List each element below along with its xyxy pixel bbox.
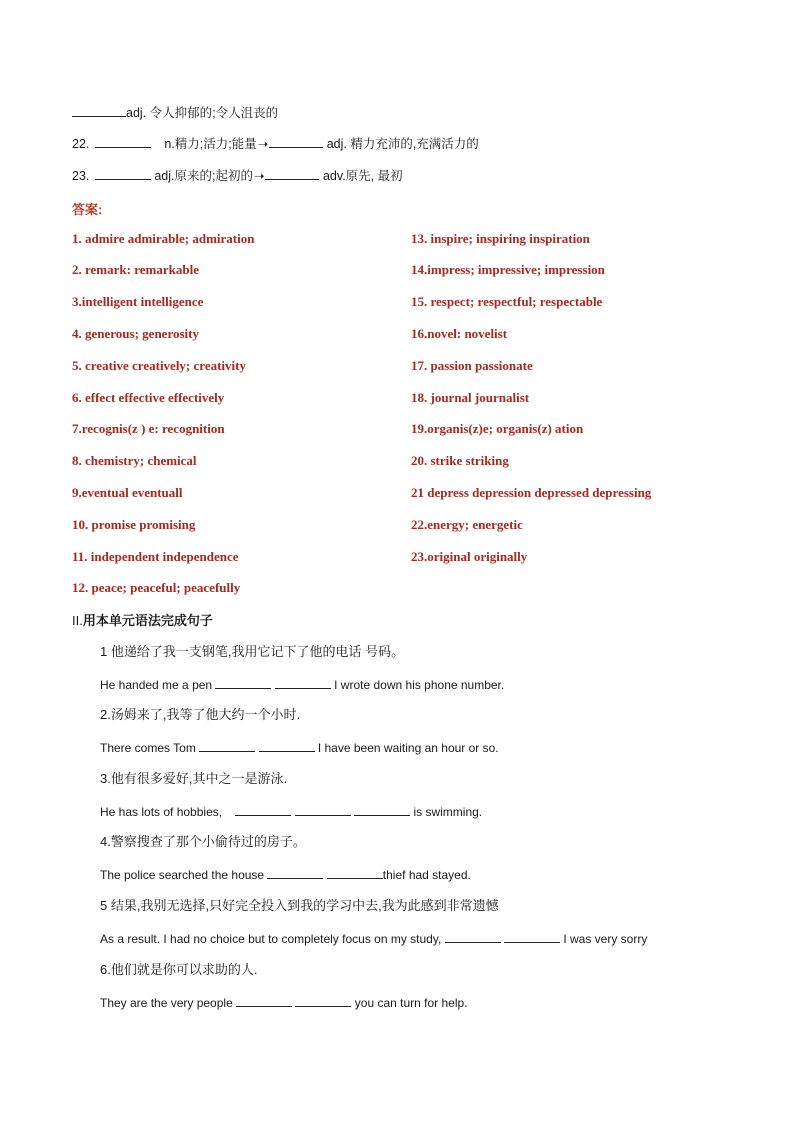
answer-item: 20. strike striking <box>411 453 509 468</box>
vocab-line-23 <box>72 167 403 184</box>
answers-title: 答案: <box>72 202 103 217</box>
answer-item: 19.organis(z)e; organis(z) ation <box>411 421 584 436</box>
answer-blank[interactable] <box>327 866 383 879</box>
sentence-end: you can turn for help. <box>354 996 468 1010</box>
answer-blank[interactable] <box>72 104 126 117</box>
sentence-start: He has lots of hobbies, <box>100 805 223 819</box>
question-english <box>100 994 468 1011</box>
vocab-line-22-mid: n.精力;活力;能量 <box>164 137 257 151</box>
answer-item: 9.eventual eventuall <box>72 485 183 500</box>
vocab-line-21 <box>72 104 278 121</box>
answer-blank[interactable] <box>267 866 323 879</box>
section-title <box>72 610 213 629</box>
sentence-start: There comes Tom <box>100 741 196 755</box>
vocab-line-21-suffix: adj. 令人抑郁的;令人沮丧的 <box>126 106 279 120</box>
answer-blank[interactable] <box>354 803 410 816</box>
question-chinese: 1 他递给了我一支钢笔,我用它记下了他的电话 号码。 <box>100 644 405 659</box>
answer-item: 13. inspire; inspiring inspiration <box>411 231 590 246</box>
answer-item: 2. remark: remarkable <box>72 262 199 277</box>
vocab-number: 22. <box>72 137 90 151</box>
answer-blank[interactable] <box>275 676 331 689</box>
answer-item: 12. peace; peaceful; peacefully <box>72 580 241 595</box>
vocab-number: 23. <box>72 169 90 183</box>
answer-blank[interactable] <box>199 739 255 752</box>
answer-item: 3.intelligent intelligence <box>72 294 204 309</box>
sentence-end: thief had stayed. <box>382 868 471 882</box>
sentence-end: is swimming. <box>413 805 483 819</box>
answer-blank[interactable] <box>269 135 323 148</box>
answer-blank[interactable] <box>95 167 151 180</box>
answer-item: 18. journal journalist <box>411 390 530 405</box>
answer-item: 17. passion passionate <box>411 358 533 373</box>
answer-item: 5. creative creatively; creativity <box>72 358 246 373</box>
answer-blank[interactable] <box>95 135 151 148</box>
answer-item: 8. chemistry; chemical <box>72 453 197 468</box>
vocab-line-23-mid: adj.原来的;起初的 <box>154 169 253 183</box>
question-chinese: 6.他们就是你可以求助的人. <box>100 962 258 977</box>
answer-blank[interactable] <box>259 739 315 752</box>
sentence-end: I was very sorry <box>563 932 648 946</box>
question-english <box>100 866 471 883</box>
answer-item: 16.novel: novelist <box>411 326 508 341</box>
sentence-start: They are the very people <box>100 996 233 1010</box>
answer-item: 14.impress; impressive; impression <box>411 262 605 277</box>
answer-blank[interactable] <box>445 930 501 943</box>
section-number: II. <box>72 613 83 628</box>
answer-blank[interactable] <box>236 994 292 1007</box>
answer-item: 23.original originally <box>411 549 528 564</box>
answer-blank[interactable] <box>295 994 351 1007</box>
sentence-start: The police searched the house <box>100 868 265 882</box>
section-heading: 用本单元语法完成句子 <box>82 613 213 628</box>
vocab-line-23-suffix: adv.原先, 最初 <box>322 169 403 183</box>
answer-blank[interactable] <box>235 803 291 816</box>
answer-blank[interactable] <box>504 930 560 943</box>
sentence-start: As a result. I had no choice but to completely focus on my study, <box>100 932 442 946</box>
answer-item: 21 depress depression depressed depressing <box>411 485 652 500</box>
answer-item: 22.energy; energetic <box>411 517 523 532</box>
answer-item: 10. promise promising <box>72 517 196 532</box>
question-chinese: 4.警察搜查了那个小偷待过的房子。 <box>100 834 306 849</box>
arrow-icon: ➝ <box>254 169 265 183</box>
answer-item: 6. effect effective effectively <box>72 390 225 405</box>
answer-blank[interactable] <box>265 167 319 180</box>
answer-item: 7.recognis(z ) e: recognition <box>72 421 225 436</box>
answer-item: 4. generous; generosity <box>72 326 199 341</box>
sentence-start: He handed me a pen <box>100 678 213 692</box>
question-english <box>100 930 647 947</box>
question-english <box>100 803 482 820</box>
answer-blank[interactable] <box>215 676 271 689</box>
sentence-end: I have been waiting an hour or so. <box>317 741 499 755</box>
sentence-end: I wrote down his phone number. <box>334 678 505 692</box>
answer-item: 15. respect; respectful; respectable <box>411 294 603 309</box>
question-english <box>100 676 504 693</box>
question-chinese: 2.汤姆来了,我等了他大约一个小时. <box>100 707 301 722</box>
answer-blank[interactable] <box>295 803 351 816</box>
answer-item: 11. independent independence <box>72 549 239 564</box>
vocab-line-22-suffix: adj. 精力充沛的,充满活力的 <box>326 137 479 151</box>
question-chinese: 5 结果,我别无选择,只好完全投入到我的学习中去,我为此感到非常遗憾 <box>100 898 499 913</box>
vocab-line-22 <box>72 135 479 152</box>
answer-item: 1. admire admirable; admiration <box>72 231 255 246</box>
question-chinese: 3.他有很多爱好,其中之一是游泳. <box>100 771 288 786</box>
arrow-icon: ➝ <box>257 137 269 151</box>
question-english <box>100 739 499 756</box>
